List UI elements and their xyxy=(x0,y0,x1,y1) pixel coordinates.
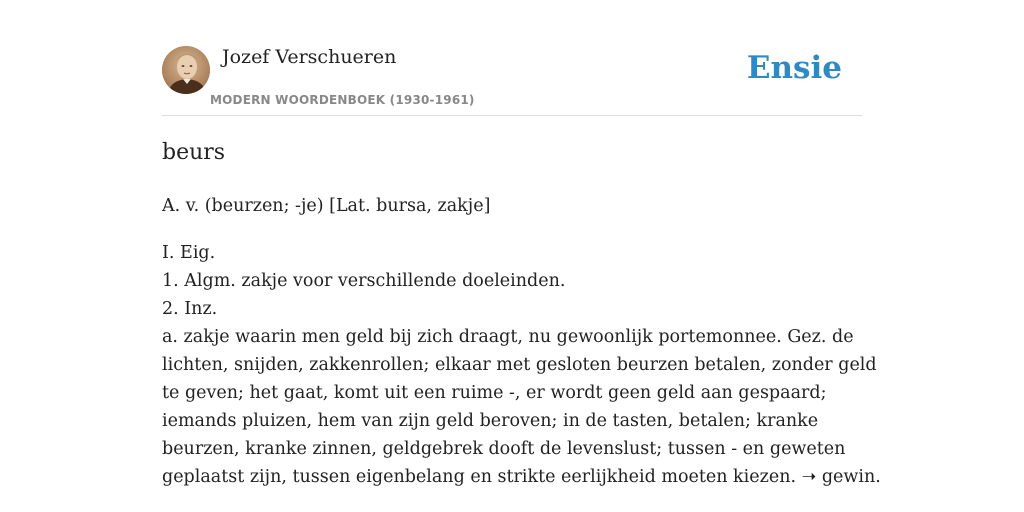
definition-line: a. zakje waarin men geld bij zich draagt, nu gewoonlijk portemonnee. Gez. de xyxy=(162,327,854,347)
definition-line: iemands pluizen, hem van zijn geld beroven; in de tasten, betalen; kranke xyxy=(162,411,819,431)
author-name[interactable]: Jozef Verschueren xyxy=(222,46,397,68)
author-avatar[interactable] xyxy=(162,46,210,94)
page xyxy=(162,0,881,512)
cross-reference-word: gewin. xyxy=(821,467,881,487)
definition-text: geplaatst zijn, tussen eigenbelang en strikte eerlijkheid moeten kiezen. xyxy=(162,467,797,487)
definition-line: I. Eig. xyxy=(162,243,216,263)
grammar-line: A. v. (beurzen; -je) [Lat. bursa, zakje] xyxy=(162,196,491,216)
paragraph-gap xyxy=(162,220,862,239)
source-label[interactable]: MODERN WOORDENBOEK (1930-1961) xyxy=(210,93,475,107)
definition-line: beurzen, kranke zinnen, geldgebrek dooft de levenslust; tussen - en geweten xyxy=(162,439,846,459)
header xyxy=(162,0,862,116)
entry-term: beurs xyxy=(162,140,226,165)
brand-logo[interactable]: Ensie xyxy=(746,50,842,86)
definition-line: 1. Algm. zakje voor verschillende doeleinden. xyxy=(162,271,566,291)
arrow-right-icon: ➝ xyxy=(801,467,817,487)
definition-line: 2. Inz. xyxy=(162,299,218,319)
definition-line: lichten, snijden, zakkenrollen; elkaar met gesloten beurzen betalen, zonder geld xyxy=(162,355,877,375)
cross-reference-link[interactable] xyxy=(802,467,881,487)
entry-definition xyxy=(162,192,881,491)
definition-line: te geven; het gaat, komt uit een ruime -, er wordt geen geld aan gespaard; xyxy=(162,383,827,403)
author-portrait-icon xyxy=(162,46,210,94)
definition-line-last xyxy=(162,463,881,491)
